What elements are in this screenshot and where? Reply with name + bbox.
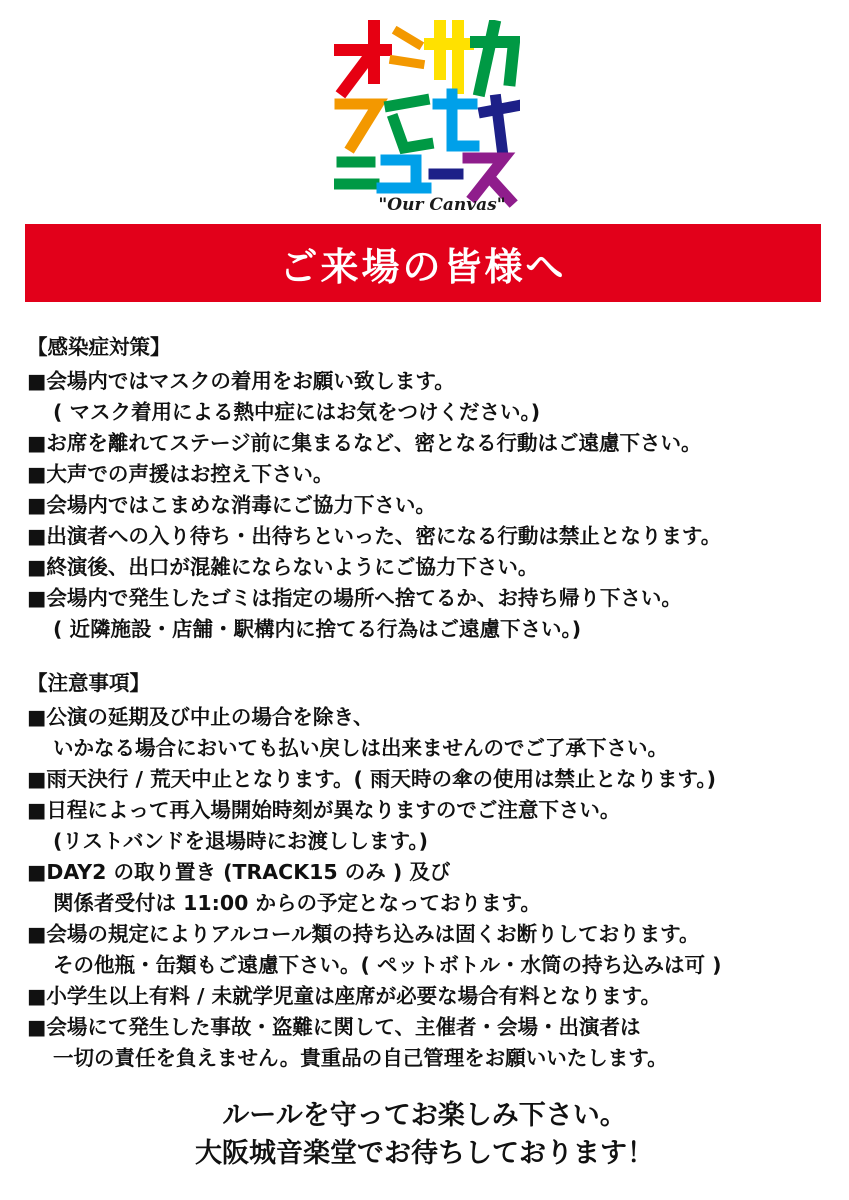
logo-row-3: [338, 158, 510, 200]
list-item: ■小学生以上有料 / 未就学児童は座席が必要な場合有料となります。: [27, 984, 661, 1008]
list-item-note: ( マスク着用による熱中症にはお気をつけください。): [53, 400, 541, 424]
list-item: ■会場内で発生したゴミは指定の場所へ捨てるか、お持ち帰り下さい。: [27, 586, 682, 610]
list-item-note: ( 近隣施設・店舗・駅構内に捨てる行為はご遠慮下さい。): [53, 617, 582, 641]
closing-message-2: 大阪城音楽堂でお待ちしております！: [195, 1138, 654, 1169]
logo-row-1: [338, 26, 514, 90]
list-item: ■会場内ではこまめな消毒にご協力下さい。: [27, 493, 436, 517]
section-heading-notes: 【注意事項】: [27, 671, 150, 695]
list-item-note: (リストバンドを退場時にお渡しします。): [53, 829, 429, 853]
list-item-continuation: 一切の責任を負えません。貴重品の自己管理をお願いいたします。: [53, 1046, 668, 1070]
list-item: ■大声での声援はお控え下さい。: [27, 462, 334, 486]
closing-message-1: ルールを守ってお楽しみ下さい。: [222, 1100, 627, 1131]
list-item: ■会場にて発生した事故・盗難に関して、主催者・会場・出演者は: [27, 1015, 641, 1039]
list-item: ■会場内ではマスクの着用をお願い致します。: [27, 369, 455, 393]
list-item: ■終演後、出口が混雑にならないようにご協力下さい。: [27, 555, 539, 579]
list-item: ■公演の延期及び中止の場合を除き、: [27, 705, 374, 729]
list-item-continuation: その他瓶・缶類もご遠慮下さい。( ペットボトル・水筒の持ち込みは可 ): [53, 953, 722, 977]
list-item: ■日程によって再入場開始時刻が異なりますのでご注意下さい。: [27, 798, 621, 822]
list-item: ■雨天決行 / 荒天中止となります。( 雨天時の傘の使用は禁止となります。): [27, 767, 716, 791]
title-banner: [25, 224, 821, 302]
list-item-continuation: いかなる場合においても払い戻しは出来ませんのでご了承下さい。: [53, 736, 668, 760]
logo-tagline: "Our Canvas": [378, 195, 506, 212]
page-title: ご来場の皆様へ: [279, 244, 567, 289]
list-item: ■会場の規定によりアルコール類の持ち込みは固くお断りしております。: [27, 922, 700, 946]
section-heading-infection: 【感染症対策】: [27, 335, 171, 359]
logo-row-2: [340, 94, 516, 148]
event-logo: [334, 20, 520, 212]
list-item: ■出演者への入り待ち・出待ちといった、密になる行動は禁止となります。: [27, 524, 722, 548]
list-item: ■DAY2 の取り置き (TRACK15 のみ ) 及び: [27, 860, 451, 884]
list-item-continuation: 関係者受付は 11:00 からの予定となっております。: [53, 891, 541, 915]
list-item: ■お席を離れてステージ前に集まるなど、密となる行動はご遠慮下さい。: [27, 431, 702, 455]
